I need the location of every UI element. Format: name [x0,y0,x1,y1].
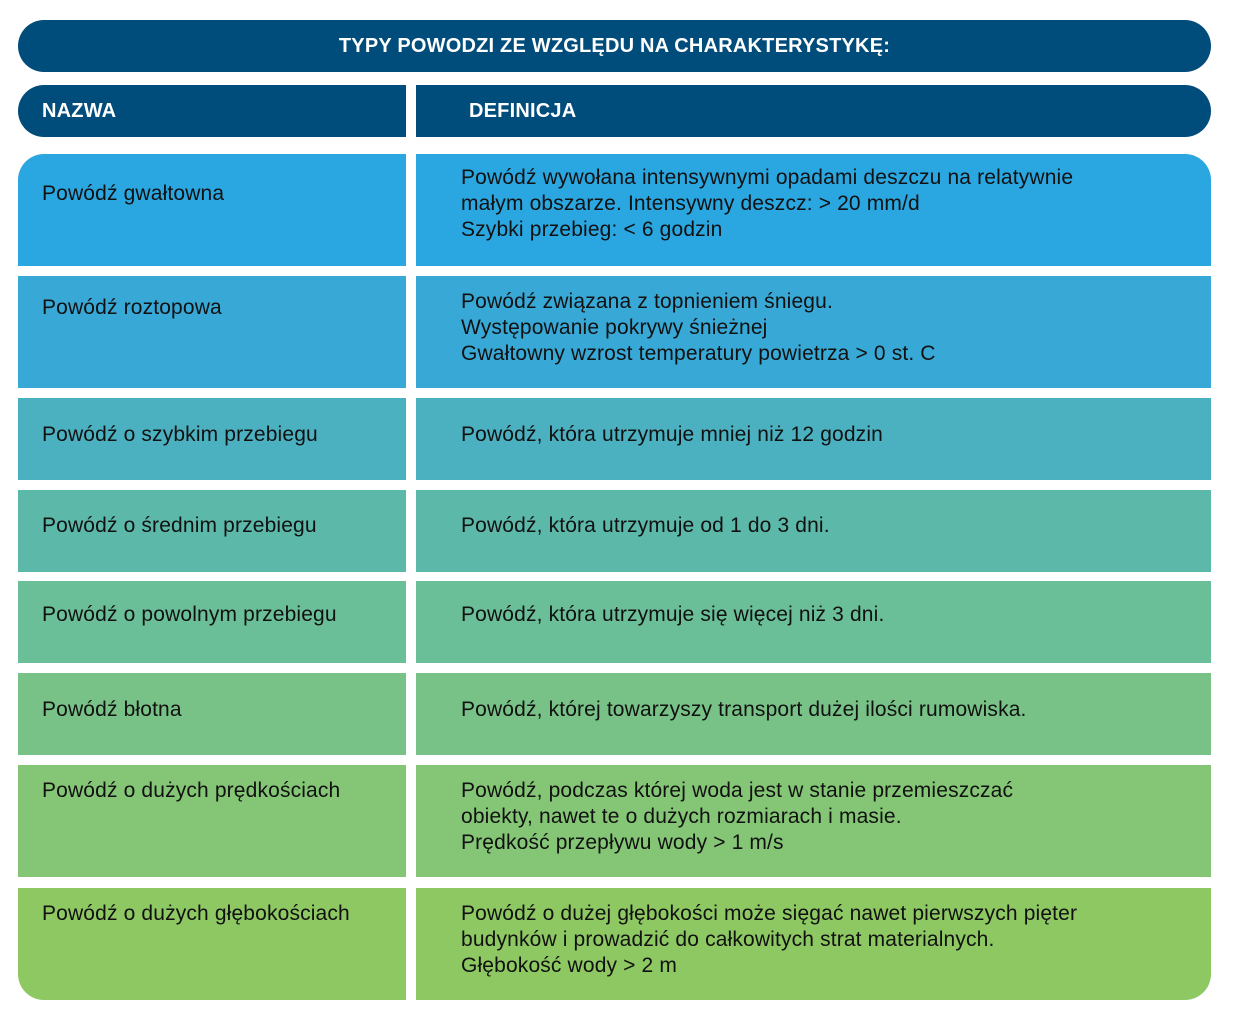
row-name-cell [18,581,406,663]
row-name-cell [18,276,406,388]
row-definition-cell [416,765,1211,877]
row-name: Powódź o dużych głębokościach [42,902,350,925]
row-name-cell [18,673,406,755]
row-definition-line: małym obszarze. Intensywny deszcz: > 20 mm/d [461,192,920,215]
row-definition-line: Prędkość przepływu wody > 1 m/s [461,831,784,854]
row-definition-cell [416,154,1211,266]
column-header-definition [416,85,1211,137]
table-title [18,20,1211,72]
row-definition-cell [416,581,1211,663]
column-header-name-text: NAZWA [42,99,117,122]
row-definition-cell [416,398,1211,480]
row-definition-line: obiekty, nawet te o dużych rozmiarach i masie. [461,805,902,828]
row-definition-cell [416,673,1211,755]
row-definition-line: Występowanie pokrywy śnieżnej [461,316,768,339]
column-header-definition-text: DEFINICJA [469,99,577,122]
row-name: Powódź o powolnym przebiegu [42,603,337,626]
row-definition-line: Szybki przebieg: < 6 godzin [461,218,723,241]
row-name: Powódź roztopowa [42,296,222,319]
row-definition-line: Gwałtowny wzrost temperatury powietrza > 0 st. C [461,342,936,365]
row-name-cell [18,490,406,572]
row-definition-line: Powódź wywołana intensywnymi opadami deszczu na relatywnie [461,166,1074,189]
table-title-text: TYPY POWODZI ZE WZGLĘDU NA CHARAKTERYSTYKĘ: [338,34,891,57]
row-name-cell [18,154,406,266]
row-definition-line: Powódź o dużej głębokości może sięgać nawet pierwszych pięter [461,902,1078,925]
row-name: Powódź gwałtowna [42,182,225,205]
column-header-name [18,85,406,137]
row-definition-line: Powódź, podczas której woda jest w stanie przemieszczać [461,779,1014,802]
row-definition-line: Głębokość wody > 2 m [461,954,678,977]
row-definition-cell [416,888,1211,1000]
row-definition-line: Powódź, która utrzymuje się więcej niż 3 dni. [461,603,885,626]
row-name-cell [18,765,406,877]
row-name: Powódź o dużych prędkościach [42,779,341,802]
row-name-cell [18,398,406,480]
row-name: Powódź o średnim przebiegu [42,514,317,537]
row-name: Powódź błotna [42,698,182,721]
row-definition-line: budynków i prowadzić do całkowitych strat materialnych. [461,928,995,951]
row-definition-line: Powódź, która utrzymuje od 1 do 3 dni. [461,514,830,537]
row-name: Powódź o szybkim przebiegu [42,423,318,446]
row-definition-line: Powódź związana z topnieniem śniegu. [461,290,833,313]
row-name-cell [18,888,406,1000]
row-definition-line: Powódź, która utrzymuje mniej niż 12 godzin [461,423,883,446]
row-definition-line: Powódź, której towarzyszy transport dużej ilości rumowiska. [461,698,1027,721]
row-definition-cell [416,276,1211,388]
row-definition-cell [416,490,1211,572]
